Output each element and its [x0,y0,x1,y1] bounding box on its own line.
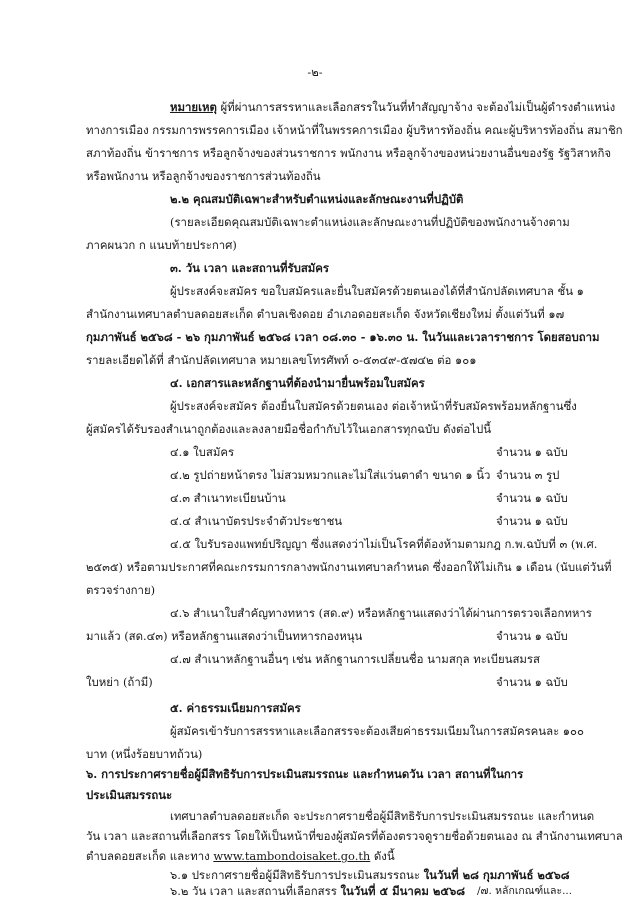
doc-item-4-7-qty: จำนวน ๑ ฉบับ [496,675,568,689]
section-6-line-3-post: ดังนี้ [370,849,395,863]
note-label: หมายเหตุ [170,100,217,114]
note-line-4: หรือพนักงาน หรือลูกจ้างของราชการส่วนท้องถิ่น [86,169,321,183]
section-5-heading: ๕. ค่าธรรมเนียมการสมัคร [170,701,301,715]
section-3-line-4: รายละเอียดได้ที่ สำนักปลัดเทศบาล หมายเลขโทรศัพท์ ๐-๕๓๔๙-๕๗๔๒ ต่อ ๑๐๑ [86,353,477,367]
schedule-item-6-1 [170,868,570,882]
section-6-heading-line-2: ประเมินสมรรถนะ [86,788,173,802]
section-6-line-3-pre: ตำบลดอยสะเก็ด และทาง [86,849,214,863]
section-6-heading-line-1: ๖. การประกาศรายชื่อผู้มีสิทธิรับการประเมินสมรรถนะ และกำหนดวัน เวลา สถานที่ในการ [86,767,524,781]
doc-item-4-6-qty: จำนวน ๑ ฉบับ [496,629,568,643]
section-2-2-heading: ๒.๒ คุณสมบัติเฉพาะสำหรับตำแหน่งและลักษณะงานที่ปฏิบัติ [170,192,464,206]
section-6-line-1: เทศบาลตำบลดอยสะเก็ด จะประกาศรายชื่อผู้มีสิทธิรับการประเมินสมรรถนะ และกำหนด [170,809,595,823]
section-3-line-1: ผู้ประสงค์จะสมัคร ขอใบสมัครและยื่นใบสมัครด้วยตนเองได้ที่สำนักปลัดเทศบาล ชั้น ๑ [170,284,584,298]
doc-item-4-4: ๔.๔ สำเนาบัตรประจำตัวประชาชน [170,514,343,528]
doc-item-4-4-qty: จำนวน ๑ ฉบับ [496,514,568,528]
doc-item-4-5-line-1: ๔.๕ ใบรับรองแพทย์ปริญญา ซึ่งแสดงว่าไม่เป็นโรคที่ต้องห้ามตามกฎ ก.พ.ฉบับที่ ๓ (พ.ศ. [170,537,598,551]
doc-item-4-7-line-1: ๔.๗ สำเนาหลักฐานอื่นๆ เช่น หลักฐานการเปลี่ยนชื่อ นามสกุล ทะเบียนสมรส [170,652,541,666]
website-link[interactable]: www.tambondoisaket.go.th [213,849,371,863]
doc-item-4-2-qty: จำนวน ๓ รูป [496,468,560,482]
doc-item-4-6-line-2: มาแล้ว (สด.๔๓) หรือหลักฐานแสดงว่าเป็นทหารกองหนุน [86,629,363,643]
section-6-line-2: วัน เวลา และสถานที่เลือกสรร โดยให้เป็นหน้าที่ของผู้สมัครที่ต้องตรวจดูรายชื่อด้วยตนเอง ณ สำนักงานเทศบาล [86,829,623,843]
section-2-2-line-2: ภาคผนวก ก แนบท้ายประกาศ) [86,238,237,252]
page-number: -๒- [307,65,323,79]
note-line-3: สภาท้องถิ่น ข้าราชการ หรือลูกจ้างของส่วนราชการ พนักงาน หรือลูกจ้างของหน่วยงานอื่นของรัฐ รัฐวิสาหกิจ [86,146,612,160]
section-2-2-line-1: (รายละเอียดคุณสมบัติเฉพาะตำแหน่งและลักษณะงานที่ปฏิบัติของพนักงานจ้างตาม [170,215,570,229]
doc-item-4-7-line-2: ใบหย่า (ถ้ามี) [86,675,153,689]
doc-item-4-1-qty: จำนวน ๑ ฉบับ [496,445,568,459]
note-line-2: ทางการเมือง กรรมการพรรคการเมือง เจ้าหน้าที่ในพรรคการเมือง ผู้บริหารท้องถิ่น คณะผู้บริหารท้องถิ่น สมาชิก [86,123,623,137]
note-line-1 [170,99,615,115]
section-5-line-1: ผู้สมัครเข้ารับการสรรหาและเลือกสรรจะต้องเสียค่าธรรมเนียมในการสมัครคนละ ๑๐๐ [170,724,584,738]
continuation-note: /๗. หลักเกณฑ์และ... [477,885,573,897]
section-3-line-2: สำนักงานเทศบาลตำบลดอยสะเก็ด ตำบลเชิงดอย อำเภอดอยสะเก็ด จังหวัดเชียงใหม่ ตั้งแต่วันที่ ๑๗ [86,307,565,321]
doc-item-4-5-line-2: ๒๕๓๕) หรือตามประกาศที่คณะกรรมการกลางพนักงานเทศบาลกำหนด ซึ่งออกให้ไม่เกิน ๑ เดือน (นับแต่วันที่ [86,560,612,574]
schedule-item-6-2-text: ๖.๒ วัน เวลา และสถานที่เลือกสรร [170,884,341,898]
schedule-item-6-1-text: ๖.๑ ประกาศรายชื่อผู้มีสิทธิรับการประเมินสมรรถนะ [170,868,424,882]
doc-item-4-3-qty: จำนวน ๑ ฉบับ [496,491,568,505]
doc-item-4-6-line-1: ๔.๖ สำเนาใบสำคัญทางทหาร (สด.๙) หรือหลักฐานแสดงว่าได้ผ่านการตรวจเลือกทหาร [170,606,592,620]
schedule-item-6-2 [170,884,465,898]
section-4-line-1: ผู้ประสงค์จะสมัคร ต้องยื่นใบสมัครด้วยตนเอง ต่อเจ้าหน้าที่รับสมัครพร้อมหลักฐานซึ่ง [170,399,577,413]
section-3-heading: ๓. วัน เวลา และสถานที่รับสมัคร [170,261,330,275]
section-4-line-2: ผู้สมัครได้รับรองสำเนาถูกต้องและลงลายมือชื่อกำกับไว้ในเอกสารทุกฉบับ ดังต่อไปนี้ [86,422,492,436]
schedule-item-6-1-date: ในวันที่ ๒๘ กุมภาพันธ์ ๒๕๖๘ [423,868,570,882]
doc-item-4-2: ๔.๒ รูปถ่ายหน้าตรง ไม่สวมหมวกและไม่ใส่แว่นตาดำ ขนาด ๑ นิ้ว [170,468,491,482]
section-4-heading: ๔. เอกสารและหลักฐานที่ต้องนำมายื่นพร้อมใบสมัคร [170,376,425,390]
section-6-line-3 [86,848,395,864]
doc-item-4-5-line-3: ตรวจร่างกาย) [86,583,156,597]
section-5-line-2: บาท (หนึ่งร้อยบาทถ้วน) [86,747,203,761]
schedule-item-6-2-date: ในวันที่ ๕ มีนาคม ๒๕๖๘ [340,884,466,898]
section-3-line-3: กุมภาพันธ์ ๒๕๖๘ - ๒๖ กุมภาพันธ์ ๒๕๖๘ เวลา ๐๘.๓๐ - ๑๖.๓๐ น. ในวันและเวลาราชการ โดยสอบถาม [86,330,600,344]
doc-item-4-3: ๔.๓ สำเนาทะเบียนบ้าน [170,491,286,505]
doc-item-4-1: ๔.๑ ใบสมัคร [170,445,235,459]
note-text-1: ผู้ที่ผ่านการสรรหาและเลือกสรรในวันที่ทำสัญญาจ้าง จะต้องไม่เป็นผู้ดำรงตำแหน่ง [216,100,616,114]
